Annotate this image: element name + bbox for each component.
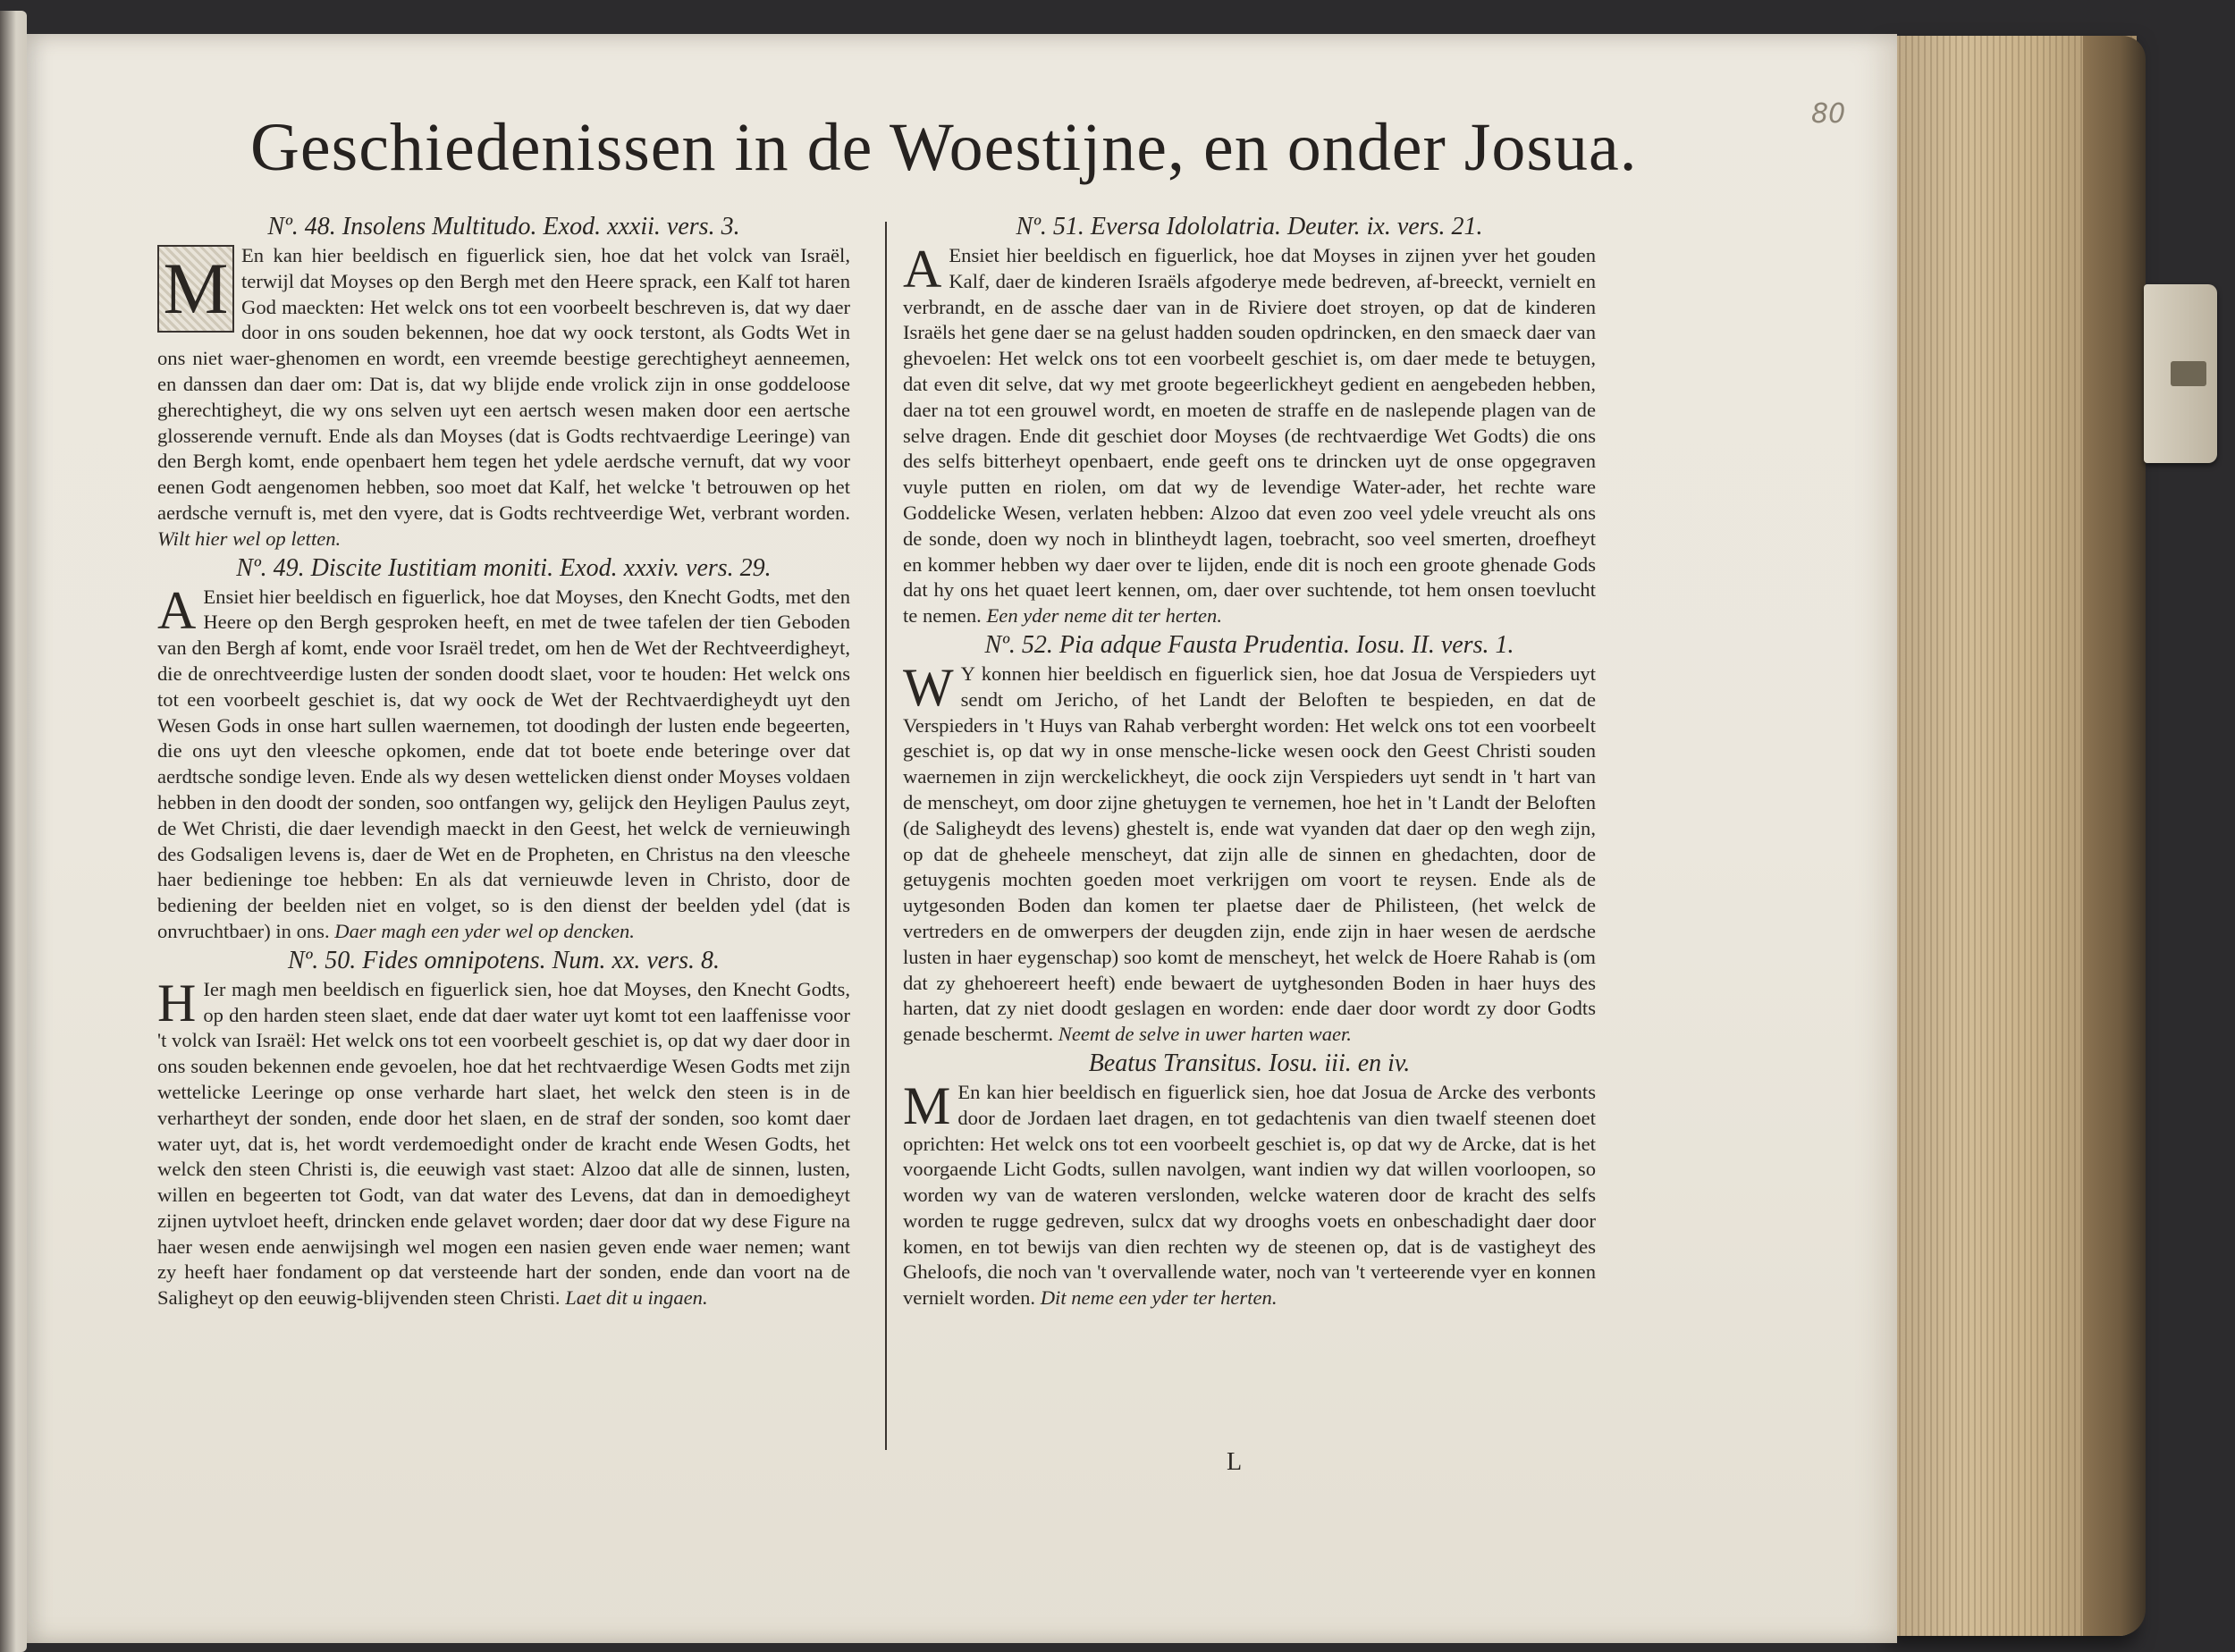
section-52 xyxy=(903,629,1596,1048)
section-heading: Nº. 49. Discite Iustitiam moniti. Exod. xxxiv. vers. 29. xyxy=(236,553,772,582)
page-title: Geschiedenissen in de Woestijne, en onder Josua. xyxy=(250,110,1638,185)
paragraph-text: En kan hier beeldisch en figuerlick sien, hoe dat het volck van Israël, terwijl dat Moyses op den Bergh met den Heere sprack, een Kalf tot haren God maeckten: Het welck ons tot een voorbeelt beschreven is, dat wy daer door in ons souden bekennen, hoe dat wy oock terstont, als Godts Wet in ons niet waer-ghenomen en wordt, een vreemde beestige gerechtigheyt aenneemen, en danssen dan daer om: Dat is, dat wy blijde ende vrolick zijn in onse goddeloose gherechtigheyt, die wy ons selven uyt een aertsch wesen maken door een aertsche glosserende vernuft. Ende als dan Moyses (dat is Godts rechtvaerdige Leeringe) van den Bergh komt, ende openbaert hem tegen het ydele aerdsche vernuft, dat wy voor eenen Godt aengenomen hebben, soo moet dat Kalf, het welcke 't betrouwen op het aerdsche vernuft is, met den vyere, dat is Godts rechtveerdige Wet, verbrant worden. xyxy=(157,244,850,524)
dropcap: H xyxy=(157,973,197,1032)
section-heading: Nº. 48. Insolens Multitudo. Exod. xxxii. vers. 3. xyxy=(267,213,740,240)
closing-remark: Laet dit u ingaen. xyxy=(565,1286,708,1310)
section-heading: Nº. 51. Eversa Idololatria. Deuter. ix. vers. 21. xyxy=(1016,213,1483,240)
column-divider xyxy=(885,222,887,1450)
paragraph-text: Ier magh men beeldisch en figuerlick sien, hoe dat Moyses, den Knecht Godts, op den harden steen slaet, ende dat daer water uyt komt tot een laaffenisse voor 't volck van Israël: Het welck ons tot een voorbeelt geschiet is, op dat wy daer door in ons souden bekennen ende gevoelen, hoe dat het rechtvaerdige Wesen Godts met zijn wettelicke Leeringe op onse verharde hart slaet, het welck den steen is in de verhartheyt der sonden, ende door het slaen, en de straf der sonden, soo komt daer water uyt, dat is, het wordt verdemoedight onder de kracht ende Wesen Godts, het welck den steen Christi is, die eeuwigh vast staet: Alzoo dat alle de sinnen, lusten, willen en begeerten tot Godt, van dat water des Levens, dat dan in demoedigheyt zijnen uytvloet heeft, drincken ende gelavet worden; daer door dat wy dese Figure na haer wesen ende aenwijsingh wel mogen een nasien geven ende waer nemen; want zy heeft haer fondament op dat versteende hart der sonden, ende dan voort na de Saligheyt op den eeuwig-blijvenden steen Christi. xyxy=(157,977,850,1310)
right-column xyxy=(903,211,1596,1311)
facing-page-edge xyxy=(0,11,27,1652)
book-clasp xyxy=(2144,284,2217,463)
closing-remark: Een yder neme dit ter herten. xyxy=(986,604,1222,628)
section-heading: Nº. 50. Fides omnipotens. Num. xx. vers. 8. xyxy=(287,946,721,974)
section-heading: Nº. 52. Pia adque Fausta Prudentia. Iosu. II. vers. 1. xyxy=(984,630,1514,659)
section-paragraph xyxy=(157,973,850,1311)
paragraph-text: Ensiet hier beeldisch en figuerlick, hoe dat Moyses, den Knecht Godts, met den Heere op den Bergh gesproken heeft, en met de twee tafelen der tien Geboden van den Bergh af komt, ende voor Israël tredet, om hen de Wet der Rechtveerdigheyt, die de onrechtveerdige lusten der sonden doodt slaet, voor te houden: Het welck ons tot een voorbeelt geschiet is, dat wy oock de Wet der Rechtvaerdigheydt uyt den Wesen Gods in onse hart sullen waernemen, tot doodingh der lusten ende begeerten, die ons uyt den vleesche opkomen, ende dat tot boete ende beteringe over dat aerdtsche sondige leven. Ende als wy desen wettelicken dienst onder Moyses voldaen hebben in den doodt der sonden, soo ontfangen wy, gelijck den Heyligen Paulus zeyt, de Wet Christi, die daer levendigh maeckt in den Geest, het welck de vernieuwingh des Godsaligen levens is, daer de Wet en de Propheten, en Christus na den vleesche haer bedieninge toe hebben: En als dat vernieuwde leven in Christo, door de bediening der beelden niet en volget, so is den dienst der beelden ydel (dat is onvruchtbaer) in ons. xyxy=(157,585,850,942)
dropcap: M xyxy=(903,1075,951,1135)
page-number: 80 xyxy=(1811,98,1846,130)
section-49 xyxy=(157,552,850,945)
section-beatus-transitus xyxy=(903,1048,1596,1311)
left-column xyxy=(157,211,850,1311)
dropcap: W xyxy=(903,657,954,717)
section-paragraph xyxy=(157,580,850,945)
section-48 xyxy=(157,211,850,552)
closing-remark: Neemt de selve in uwer harten waer. xyxy=(1058,1023,1352,1046)
dropcap: A xyxy=(157,580,197,640)
section-50 xyxy=(157,945,850,1311)
paragraph-text: En kan hier beeldisch en figuerlick sien, hoe dat Josua de Arcke des verbonts door de Jordaen laet dragen, en tot gedachtenis van dien twaelf steenen doet oprichten: Het welck ons tot een voorbeelt geschiet is, op dat wy de Arcke, dat is het voorgaende Licht Godts, sullen navolgen, want indien wy dat willen voorloopen, so worden wy van de wateren verslonden, welcke wateren door de kracht des selfs worden te rugge gedreven, sulcx dat wy drooghs voets en onbeschadight daer door komen, en tot bewijs van dien rechten wy de steenen op, dat is de vastigheyt des Gheloofs, die noch van 't overvallende water, noch van 't verteerende vyer en konnen vernielt worden. xyxy=(903,1080,1596,1310)
closing-remark: Wilt hier wel op letten. xyxy=(157,527,342,550)
section-paragraph xyxy=(903,240,1596,629)
section-paragraph xyxy=(157,243,850,552)
dropcap: A xyxy=(903,240,942,299)
book-cover-edge xyxy=(2083,36,2146,1636)
signature-mark: L xyxy=(1227,1448,1243,1476)
section-51 xyxy=(903,211,1596,629)
section-paragraph xyxy=(903,1075,1596,1311)
closing-remark: Dit neme een yder ter herten. xyxy=(1040,1286,1278,1310)
ornamental-dropcap: M xyxy=(157,245,234,333)
paragraph-text: Y konnen hier beeldisch en figuerlick sien, hoe dat Josua de Verspieders uyt sendt om Jericho, of het Landt der Beloften te bespieden, en dat de Verspieders in 't Huys van Rahab verberght worden: Het welck ons tot een voorbeelt geschiet is, op dat wy in onse mensche-licke wesen oock den Geest Christi souden waernemen in zijn werckelickheyt, die oock zijn Verspieders uyt sendt in 't hart van de menscheyt, om door zijne ghetuygen te vernemen, hoe het in 't Landt der Beloften (de Saligheydt des levens) ghestelt is, ende wat vyanden dat daer op den wegh zijn, op dat de gheheele menscheyt, dat zijn alle de sinnen en ghedachten, door de getuygenis mochten goeden moet verkrijgen om voort te reysen. Ende als de uytgesonden Boden dan komen ter plaetse daer de Philisteen, (het welck de vertreders en de omwerpers der deugden zijn, ende zijn in haer wesen de aerdsche lusten in haer eygenschap) soo komt de menscheyt, het welck de Hoere Rahab is (om dat zy ghehoereert heeft) ende bewaert de uytghesonden Boden in haer huys des harten, dat zy niet doodt geslagen en worden: ende daer door wordt zy door Godts genade beschermt. xyxy=(903,662,1596,1046)
closing-remark: Daer magh een yder wel op dencken. xyxy=(334,919,635,942)
section-heading: Beatus Transitus. Iosu. iii. en iv. xyxy=(1088,1049,1411,1077)
paragraph-text: Ensiet hier beeldisch en figuerlick, hoe dat Moyses in zijnen yver het gouden Kalf, daer de kinderen Israëls afgoderye mede bedreven, af-breeckt, vernielt en verbrandt, en de assche daer van in de Riviere doet stroyen, op dat de kinderen Israëls het gene daer se na gelust hadden souden opdrincken, en den smaeck daer van ghevoelen: Het welck ons tot een voorbeelt geschiet is, om daer mede te betuygen, dat even dit selve, dat wy met groote begeerlickheyt gedient en aengebeden hebben, daer na tot een grouwel wordt, en moeten de straffe en de naslepende plagen van de selve dragen. Ende dit geschiet door Moyses (de rechtvaerdige Wet Godts) die ons des selfs bitterheyt openbaert, ende geeft ons te drincken uyt de onse opgegraven vuyle putten en riolen, om dat wy de levendige Water-ader, het rechte ware Goddelicke Wesen, verlaten hebben: Alzoo dat even zoo veel ydele vreucht als ons de sonde, doen wy noch in blintheydt lagen, toebracht, soo veel smerten, droefheyt en kommer hebben wy daer over te lijden, ende dit is noch een groote ghenade Gods dat hy ons het quaet leert kennen, om, daer over suchtende, tot hem onsen toevlucht te nemen. xyxy=(903,244,1596,628)
section-paragraph xyxy=(903,657,1596,1048)
